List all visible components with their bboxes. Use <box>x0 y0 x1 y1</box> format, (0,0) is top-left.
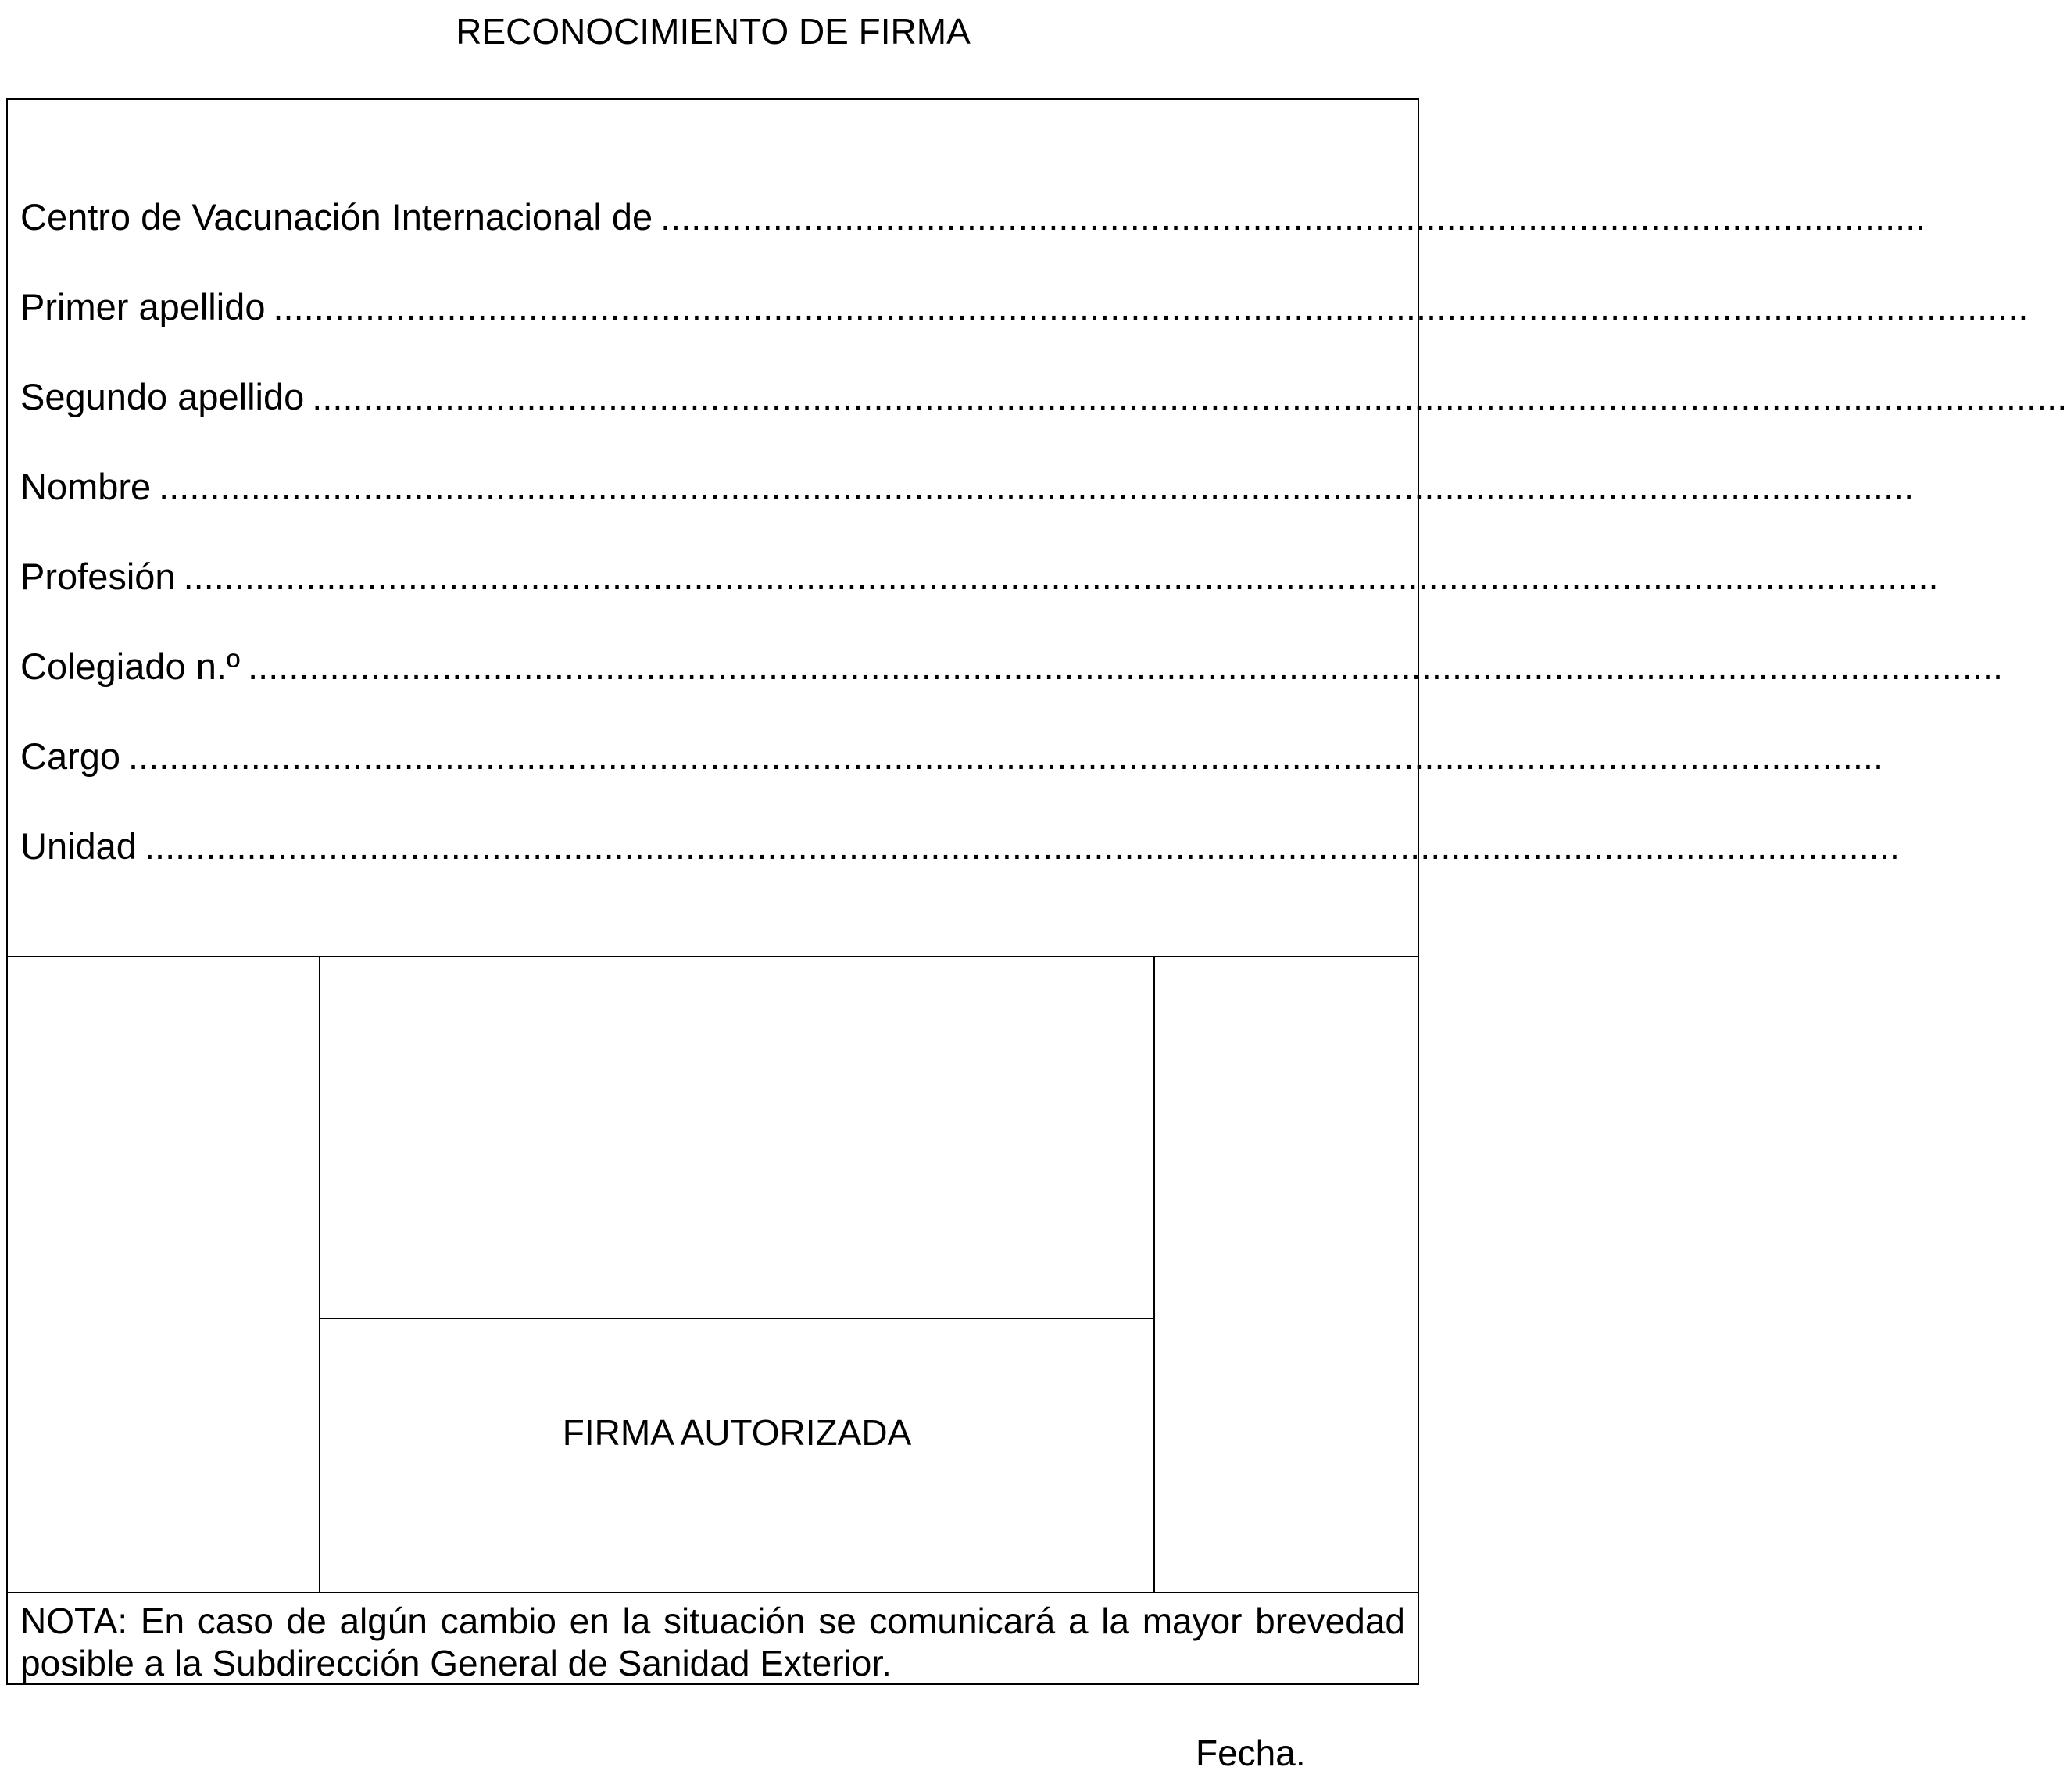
date-label: Fecha. <box>1196 1733 1306 1773</box>
signature-recognition-form <box>6 98 2067 1685</box>
field-label: Colegiado n.º <box>20 646 241 687</box>
page-title: RECONOCIMIENTO DE FIRMA <box>456 11 971 52</box>
field-label: Segundo apellido <box>20 376 305 417</box>
field-dotted-line[interactable]: ............................................................................................................................................................................ <box>312 376 2067 417</box>
field-registration-number[interactable] <box>20 643 2004 690</box>
field-label: Centro de Vacunación Internacional de <box>20 196 653 238</box>
field-unit[interactable] <box>20 823 1900 870</box>
field-second-surname[interactable] <box>20 374 2067 420</box>
field-profession[interactable] <box>20 553 1939 600</box>
field-label: Nombre <box>20 466 152 507</box>
field-label: Unidad <box>20 825 137 867</box>
field-vaccination-center[interactable] <box>20 194 1926 241</box>
field-label: Profesión <box>20 556 176 597</box>
field-dotted-line[interactable]: ............................................................................................................................................................................ <box>248 646 2004 687</box>
field-label: Primer apellido <box>20 286 266 327</box>
field-dotted-line[interactable]: ............................................................................................................................................................................ <box>159 466 1915 507</box>
signature-section <box>8 956 1418 1592</box>
field-label: Cargo <box>20 735 121 777</box>
signature-panel <box>319 956 1155 1592</box>
field-dotted-line[interactable]: ............................................................................................................................................................................ <box>273 286 2029 327</box>
field-dotted-line[interactable]: ............................................................................................................................................................................ <box>128 735 1884 777</box>
field-position[interactable] <box>20 733 1884 780</box>
signature-label: FIRMA AUTORIZADA <box>562 1412 912 1453</box>
field-first-surname[interactable] <box>20 284 2029 331</box>
field-dotted-line[interactable]: ............................................................................................................................................................................ <box>144 825 1900 867</box>
field-name[interactable] <box>20 463 1915 510</box>
field-dotted-line[interactable]: ............................................................................................................................................................................ <box>183 556 1939 597</box>
field-dotted-line[interactable]: ............................................................................................................................ <box>660 196 1926 238</box>
signature-box[interactable] <box>320 956 1153 1319</box>
personal-data-section <box>8 100 2067 957</box>
note-text: NOTA: En caso de algún cambio en la situación se comunicará a la mayor brevedad posible a la Subdirección General de Sanidad Exterior. <box>8 1592 1418 1685</box>
